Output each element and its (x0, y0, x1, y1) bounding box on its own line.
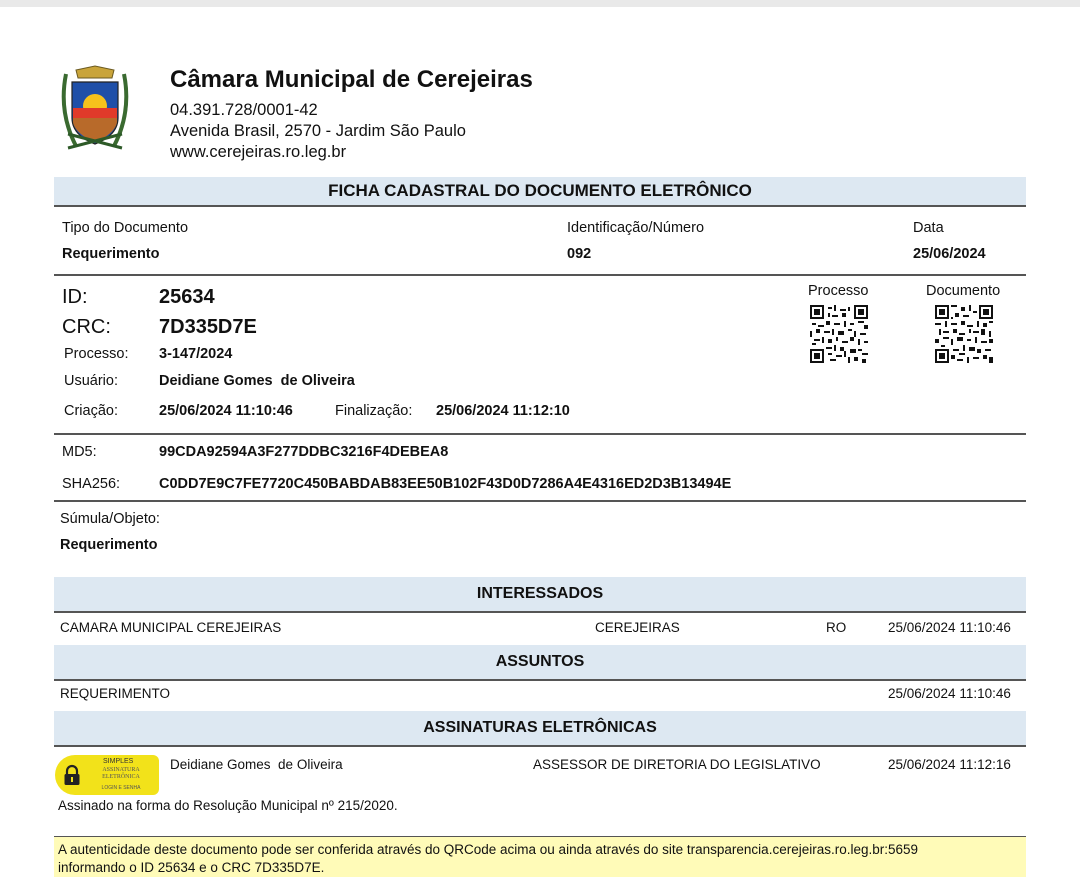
usuario-label: Usuário: (64, 373, 118, 389)
assunto-name: REQUERIMENTO (60, 686, 171, 701)
divider (54, 205, 1026, 207)
finalizacao-label: Finalização: (335, 403, 413, 419)
signature-note: Assinado na forma do Resolução Municipal nº 215/2020. (58, 798, 398, 813)
institution-name: Câmara Municipal de Cerejeiras (170, 66, 533, 93)
sumula-value: Requerimento (60, 537, 158, 553)
badge-line-3: ELETRÔNICA (102, 774, 140, 780)
processo-value: 3-147/2024 (159, 346, 233, 362)
interessado-name: CAMARA MUNICIPAL CEREJEIRAS (60, 620, 282, 635)
signature-datetime: 25/06/2024 11:12:16 (888, 757, 1011, 772)
sha256-label: SHA256: (62, 476, 121, 492)
id-value: 25634 (159, 286, 215, 308)
md5-value: 99CDA92594A3F277DDBC3216F4DEBEA8 (159, 444, 449, 460)
sumula-label: Súmula/Objeto: (60, 511, 160, 527)
data-label: Data (913, 220, 944, 236)
identificacao-value: 092 (567, 246, 592, 262)
institution-cnpj: 04.391.728/0001-42 (170, 101, 318, 119)
divider (54, 433, 1026, 435)
badge-line-4: LOGIN E SENHA (101, 785, 141, 791)
divider (54, 679, 1026, 681)
crc-value: 7D335D7E (159, 316, 257, 338)
authenticity-notice (54, 836, 1026, 877)
assuntos-band: ASSUNTOS (54, 645, 1026, 679)
sha256-value: C0DD7E9C7FE7720C450BABDAB83EE50B102F43D0D7286A4E4316ED2D3B13494E (159, 476, 732, 492)
interessados-band: INTERESSADOS (54, 577, 1026, 611)
finalizacao-value: 25/06/2024 11:12:10 (436, 403, 570, 419)
authenticity-line-2: informando o ID 25634 e o CRC 7D335D7E. (58, 860, 325, 875)
coat-of-arms-logo (58, 64, 132, 160)
interessado-uf: RO (826, 620, 847, 635)
interessado-datetime: 25/06/2024 11:10:46 (888, 620, 1011, 635)
criacao-label: Criação: (64, 403, 118, 419)
signature-badge (55, 755, 159, 795)
institution-address: Avenida Brasil, 2570 - Jardim São Paulo (170, 122, 466, 140)
identificacao-label: Identificação/Número (567, 220, 705, 236)
badge-line-2: ASSINATURA (102, 767, 140, 773)
divider (54, 745, 1026, 747)
md5-label: MD5: (62, 444, 97, 460)
tipo-value: Requerimento (62, 246, 160, 262)
ficha-title-band: FICHA CADASTRAL DO DOCUMENTO ELETRÔNICO (54, 177, 1026, 205)
qr-processo-label: Processo (808, 283, 869, 299)
signer-role: ASSESSOR DE DIRETORIA DO LEGISLATIVO (533, 757, 821, 772)
crc-label: CRC: (62, 316, 111, 338)
divider (54, 611, 1026, 613)
tipo-label: Tipo do Documento (62, 220, 189, 236)
divider (54, 274, 1026, 276)
id-label: ID: (62, 286, 88, 308)
qr-code-processo[interactable] (810, 305, 868, 363)
interessado-city: CEREJEIRAS (595, 620, 680, 635)
badge-line-1: SIMPLES (103, 758, 134, 765)
assinaturas-band: ASSINATURAS ELETRÔNICAS (54, 711, 1026, 745)
assunto-datetime: 25/06/2024 11:10:46 (888, 686, 1011, 701)
processo-label: Processo: (64, 346, 129, 362)
qr-code-documento[interactable] (935, 305, 993, 363)
padlock-icon (61, 764, 83, 786)
signer-name: Deidiane Gomes de Oliveira (170, 757, 343, 772)
divider (54, 500, 1026, 502)
authenticity-line-1: A autenticidade deste documento pode ser conferida através do QRCode acima ou ainda através do site transparencia.cerejeiras.ro.leg.br:5659 (58, 842, 919, 857)
data-value: 25/06/2024 (913, 246, 986, 262)
institution-website[interactable]: www.cerejeiras.ro.leg.br (170, 143, 347, 161)
qr-documento-label: Documento (926, 283, 1001, 299)
top-edge (0, 0, 1080, 7)
criacao-value: 25/06/2024 11:10:46 (159, 403, 293, 419)
usuario-value: Deidiane Gomes de Oliveira (159, 373, 355, 389)
